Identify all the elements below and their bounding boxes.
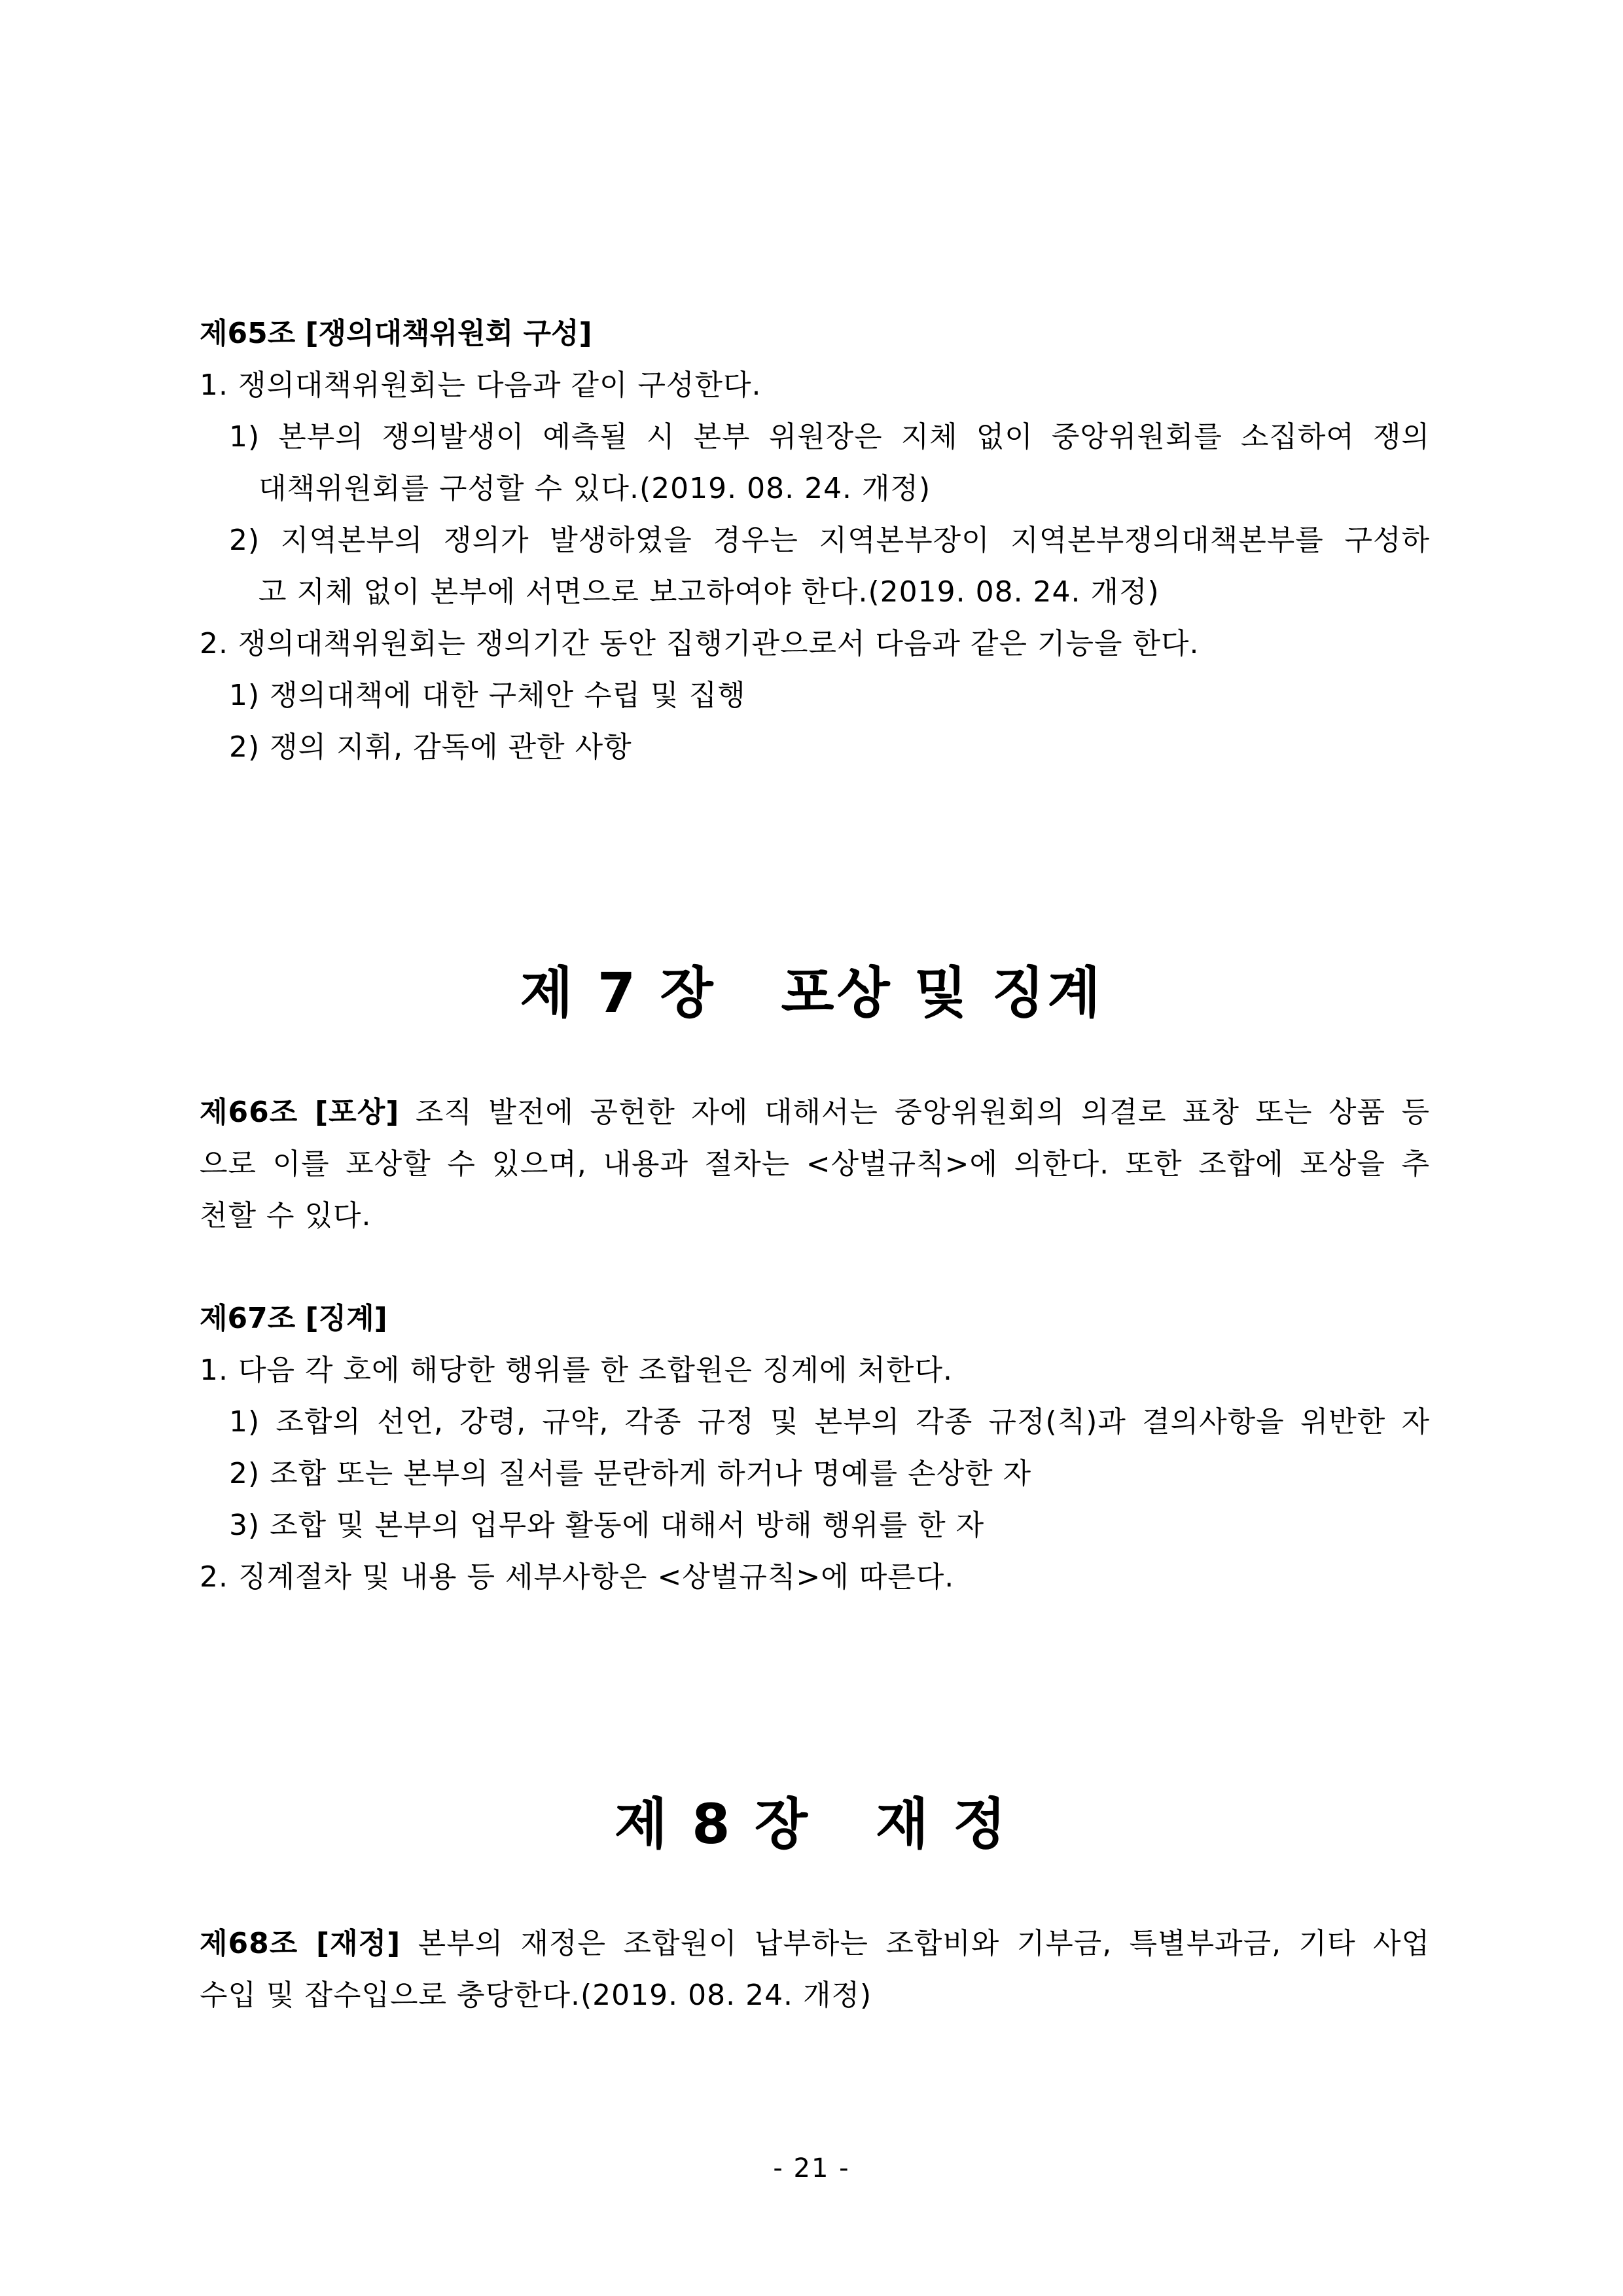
article-65-item-1-2-line-2: 고 지체 없이 본부에 서면으로 보고하여야 한다.(2019. 08. 24. 개정) bbox=[259, 575, 1160, 609]
article-66 bbox=[200, 1086, 1430, 1242]
article-65-title: 제65조 [쟁의대책위원회 구성] bbox=[200, 317, 592, 350]
article-65-item-1-2-line-1: 2) 지역본부의 쟁의가 발생하였을 경우는 지역본부장이 지역본부쟁의대책본부를 구성하 bbox=[229, 524, 1430, 557]
page-number: - 21 - bbox=[773, 2153, 850, 2183]
article-68-lead: 제68조 [재정] bbox=[200, 1927, 401, 1960]
article-68-body-line-1: 본부의 재정은 조합원이 납부하는 조합비와 기부금, 특별부과금, 기타 사업 bbox=[401, 1927, 1430, 1960]
article-68 bbox=[200, 1918, 1430, 2021]
article-68-line-1 bbox=[200, 1918, 1430, 1969]
article-67-item-1-2: 2) 조합 또는 본부의 질서를 문란하게 하거나 명예를 손상한 자 bbox=[229, 1457, 1032, 1490]
chapter-8-title: 제 8 장 재 정 bbox=[614, 1792, 1009, 1856]
article-67-item-1-3: 3) 조합 및 본부의 업무와 활동에 대해서 방해 행위를 한 자 bbox=[229, 1509, 985, 1542]
chapter-7-heading bbox=[0, 949, 1623, 1028]
article-65-item-2-2: 2) 쟁의 지휘, 감독에 관한 사항 bbox=[229, 730, 632, 764]
article-68-body-line-2: 수입 및 잡수입으로 충당한다.(2019. 08. 24. 개정) bbox=[200, 1979, 872, 2012]
article-66-body-line-2: 으로 이를 포상할 수 있으며, 내용과 절차는 <상벌규칙>에 의한다. 또한 조합에 포상을 추 bbox=[200, 1147, 1430, 1181]
chapter-8-heading bbox=[0, 1780, 1623, 1859]
article-65-item-1: 1. 쟁의대책위원회는 다음과 같이 구성한다. bbox=[200, 368, 762, 402]
article-65-item-2-1: 1) 쟁의대책에 대한 구체안 수립 및 집행 bbox=[229, 679, 746, 712]
article-67 bbox=[200, 1293, 1430, 1603]
article-65 bbox=[200, 308, 1430, 773]
article-65-item-1-1-line-2: 대책위원회를 구성할 수 있다.(2019. 08. 24. 개정) bbox=[259, 472, 931, 505]
article-65-item-1-1-line-1: 1) 본부의 쟁의발생이 예측될 시 본부 위원장은 지체 없이 중앙위원회를 소집하여 쟁의 bbox=[229, 420, 1430, 454]
article-67-title: 제67조 [징계] bbox=[200, 1302, 387, 1335]
article-67-item-1-1: 1) 조합의 선언, 강령, 규약, 각종 규정 및 본부의 각종 규정(칙)과 결의사항을 위반한 자 bbox=[229, 1405, 1430, 1439]
article-66-lead: 제66조 [포상] bbox=[200, 1096, 400, 1129]
article-66-body-line-1: 조직 발전에 공헌한 자에 대해서는 중앙위원회의 의결로 표창 또는 상품 등 bbox=[399, 1096, 1430, 1129]
article-67-item-2: 2. 징계절차 및 내용 등 세부사항은 <상벌규칙>에 따른다. bbox=[200, 1560, 955, 1594]
article-66-body-line-3: 천할 수 있다. bbox=[200, 1199, 372, 1232]
article-67-item-1: 1. 다음 각 호에 해당한 행위를 한 조합원은 징계에 처한다. bbox=[200, 1354, 953, 1387]
article-66-line-1 bbox=[200, 1086, 1430, 1138]
chapter-7-title: 제 7 장 포상 및 징계 bbox=[520, 961, 1103, 1025]
article-65-item-2: 2. 쟁의대책위원회는 쟁의기간 동안 집행기관으로서 다음과 같은 기능을 한다. bbox=[200, 627, 1200, 660]
